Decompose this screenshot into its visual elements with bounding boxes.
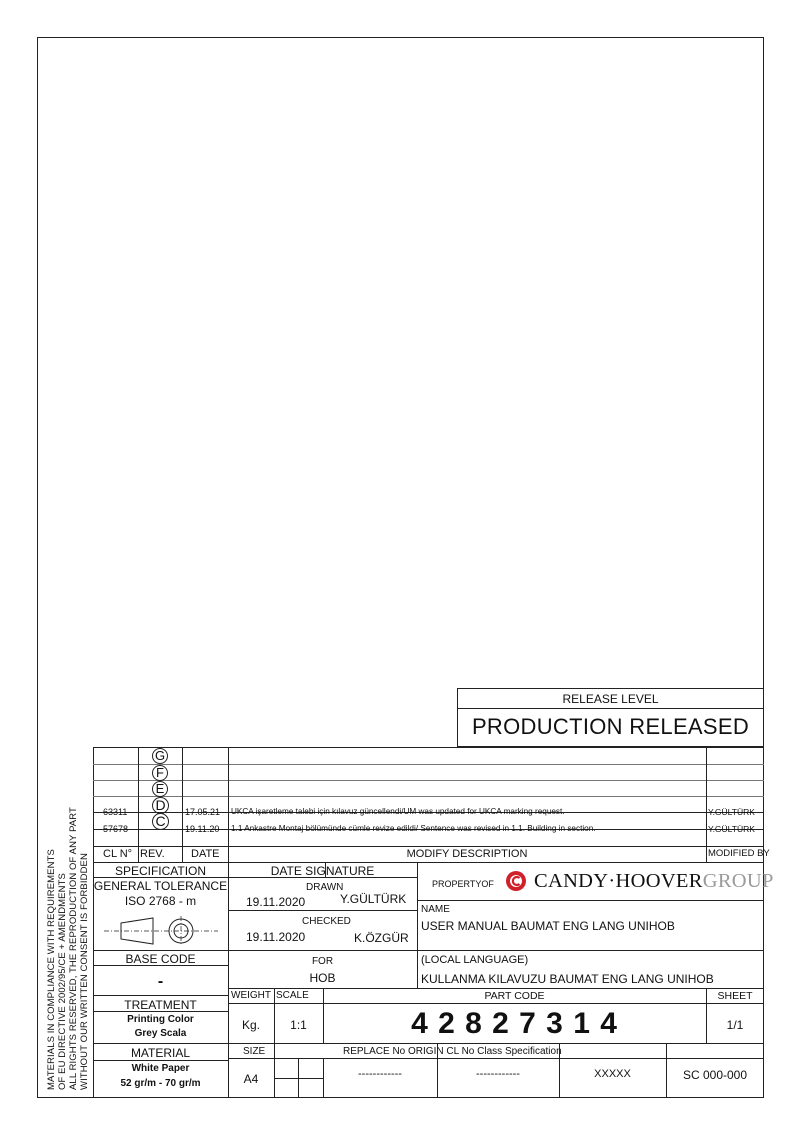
release-level-value: PRODUCTION RELEASED bbox=[471, 714, 750, 739]
treatment-line2: Grey Scala bbox=[134, 1028, 187, 1039]
part-code-label: PART CODE bbox=[484, 990, 545, 1002]
class-value: XXXXX bbox=[594, 1068, 631, 1080]
scale-value: 1:1 bbox=[290, 1018, 307, 1032]
rev-letter: G bbox=[152, 748, 168, 764]
replace-value: ------------ bbox=[358, 1068, 402, 1080]
rev-description: UKCA işaretleme talebi için kılavuz güncellendi/UM was updated for UKCA marking request. bbox=[231, 807, 565, 816]
compliance-line-2: OF EU DIRECTIVE 2002/95/CE + AMENDMENTS bbox=[57, 873, 68, 1090]
compliance-notice bbox=[46, 807, 90, 1090]
rev-date: 17.05.21 bbox=[185, 807, 221, 817]
header-date: DATE bbox=[191, 848, 220, 860]
rev-modified-by: Y.GÜLTÜRK bbox=[708, 824, 755, 834]
weight-label: WEIGHT bbox=[231, 990, 271, 1001]
compliance-line-4: WITHOUT OUR WRITTEN CONSENT IS FORBIDDEN bbox=[79, 853, 90, 1090]
rev-letter: D bbox=[152, 797, 169, 814]
cl-number: 57678 bbox=[103, 824, 129, 834]
specification-header-label: Specification bbox=[504, 1046, 562, 1057]
checked-date: 19.11.2020 bbox=[246, 930, 306, 944]
brand-name-main: CANDY·HOOVER bbox=[534, 870, 703, 892]
name-label: NAME bbox=[421, 904, 450, 915]
rev-modified-by: Y.GÜLTÜRK bbox=[708, 807, 755, 817]
cl-no-label: CL No bbox=[446, 1046, 475, 1057]
origin-label: ORIGIN bbox=[408, 1046, 444, 1057]
replace-origin-labels bbox=[343, 1047, 562, 1057]
local-language-value: KULLANMA KILAVUZU BAUMAT ENG LANG UNIHOB bbox=[421, 972, 714, 986]
header-modify-description: MODIFY DESCRIPTION bbox=[406, 848, 528, 860]
gutter-line bbox=[93, 747, 94, 1098]
projection-symbol-icon bbox=[104, 915, 218, 947]
origin-value: ------------ bbox=[476, 1068, 520, 1080]
checked-label: CHECKED bbox=[302, 916, 351, 927]
compliance-line-1: MATERIALS IN COMPLIANCE WITH REQUIREMENTS bbox=[46, 849, 57, 1090]
sheet-value: 1/1 bbox=[726, 1018, 744, 1032]
drawn-by: Y.GÜLTÜRK bbox=[340, 892, 407, 906]
material-line1: White Paper bbox=[131, 1063, 190, 1074]
iso-standard: ISO 2768 - m bbox=[124, 894, 197, 908]
specification-label: SPECIFICATION bbox=[114, 864, 207, 878]
base-code-label: BASE CODE bbox=[125, 952, 196, 966]
drawn-date: 19.11.2020 bbox=[246, 895, 306, 909]
name-value: USER MANUAL BAUMAT ENG LANG UNIHOB bbox=[421, 919, 675, 933]
property-of-label: PROPERTYOF bbox=[432, 879, 494, 889]
candy-hoover-logo-icon bbox=[505, 870, 527, 892]
class-label: Class bbox=[477, 1046, 503, 1057]
rev-letter: C bbox=[152, 813, 169, 830]
checked-by: K.ÖZGÜR bbox=[354, 931, 409, 945]
rev-date: 19.11.20 bbox=[185, 824, 220, 834]
header-cl-no: CL N° bbox=[103, 848, 133, 860]
header-modified-by: MODIFIED BY bbox=[708, 848, 770, 859]
rev-letter: F bbox=[152, 765, 168, 781]
header-date-signature: DATE SIGNATURE bbox=[270, 864, 375, 878]
size-value: A4 bbox=[243, 1072, 259, 1086]
size-label: SIZE bbox=[243, 1046, 266, 1057]
header-rev: REV. bbox=[140, 848, 165, 860]
sheet-label: SHEET bbox=[717, 990, 753, 1002]
scale-label: SCALE bbox=[276, 990, 309, 1001]
release-level-label: RELEASE LEVEL bbox=[562, 692, 659, 706]
rev-letter: E bbox=[152, 781, 168, 797]
weight-value: Kg. bbox=[241, 1018, 260, 1032]
treatment-line1: Printing Color bbox=[127, 1014, 194, 1025]
general-tolerance: GENERAL TOLERANCE bbox=[93, 879, 228, 893]
brand-name bbox=[534, 871, 774, 892]
base-code-value: - bbox=[157, 973, 164, 990]
material-line2: 52 gr/m - 70 gr/m bbox=[120, 1078, 201, 1089]
part-code-value: 4 2 8 2 7 3 1 4 bbox=[411, 1007, 618, 1040]
material-label: MATERIAL bbox=[130, 1046, 191, 1060]
local-language-label: (LOCAL LANGUAGE) bbox=[421, 954, 529, 966]
drawn-label: DRAWN bbox=[306, 882, 344, 893]
for-label: FOR bbox=[311, 956, 334, 967]
for-value: HOB bbox=[309, 971, 336, 985]
rev-description: 1.1 Ankastre Montaj bölümünde cümle revize edildi/ Sentence was revised in 1.1. Building in section. bbox=[231, 824, 596, 833]
cl-number: 63311 bbox=[103, 807, 128, 817]
brand-name-group: GROUP bbox=[702, 870, 774, 892]
replace-label: REPLACE No bbox=[343, 1046, 406, 1057]
compliance-line-3: ALL RIGHTS RESERVED, THE REPRODUCTION OF ANY PART bbox=[68, 807, 79, 1090]
spec-value: SC 000-000 bbox=[682, 1068, 748, 1082]
treatment-label: TREATMENT bbox=[124, 998, 197, 1012]
